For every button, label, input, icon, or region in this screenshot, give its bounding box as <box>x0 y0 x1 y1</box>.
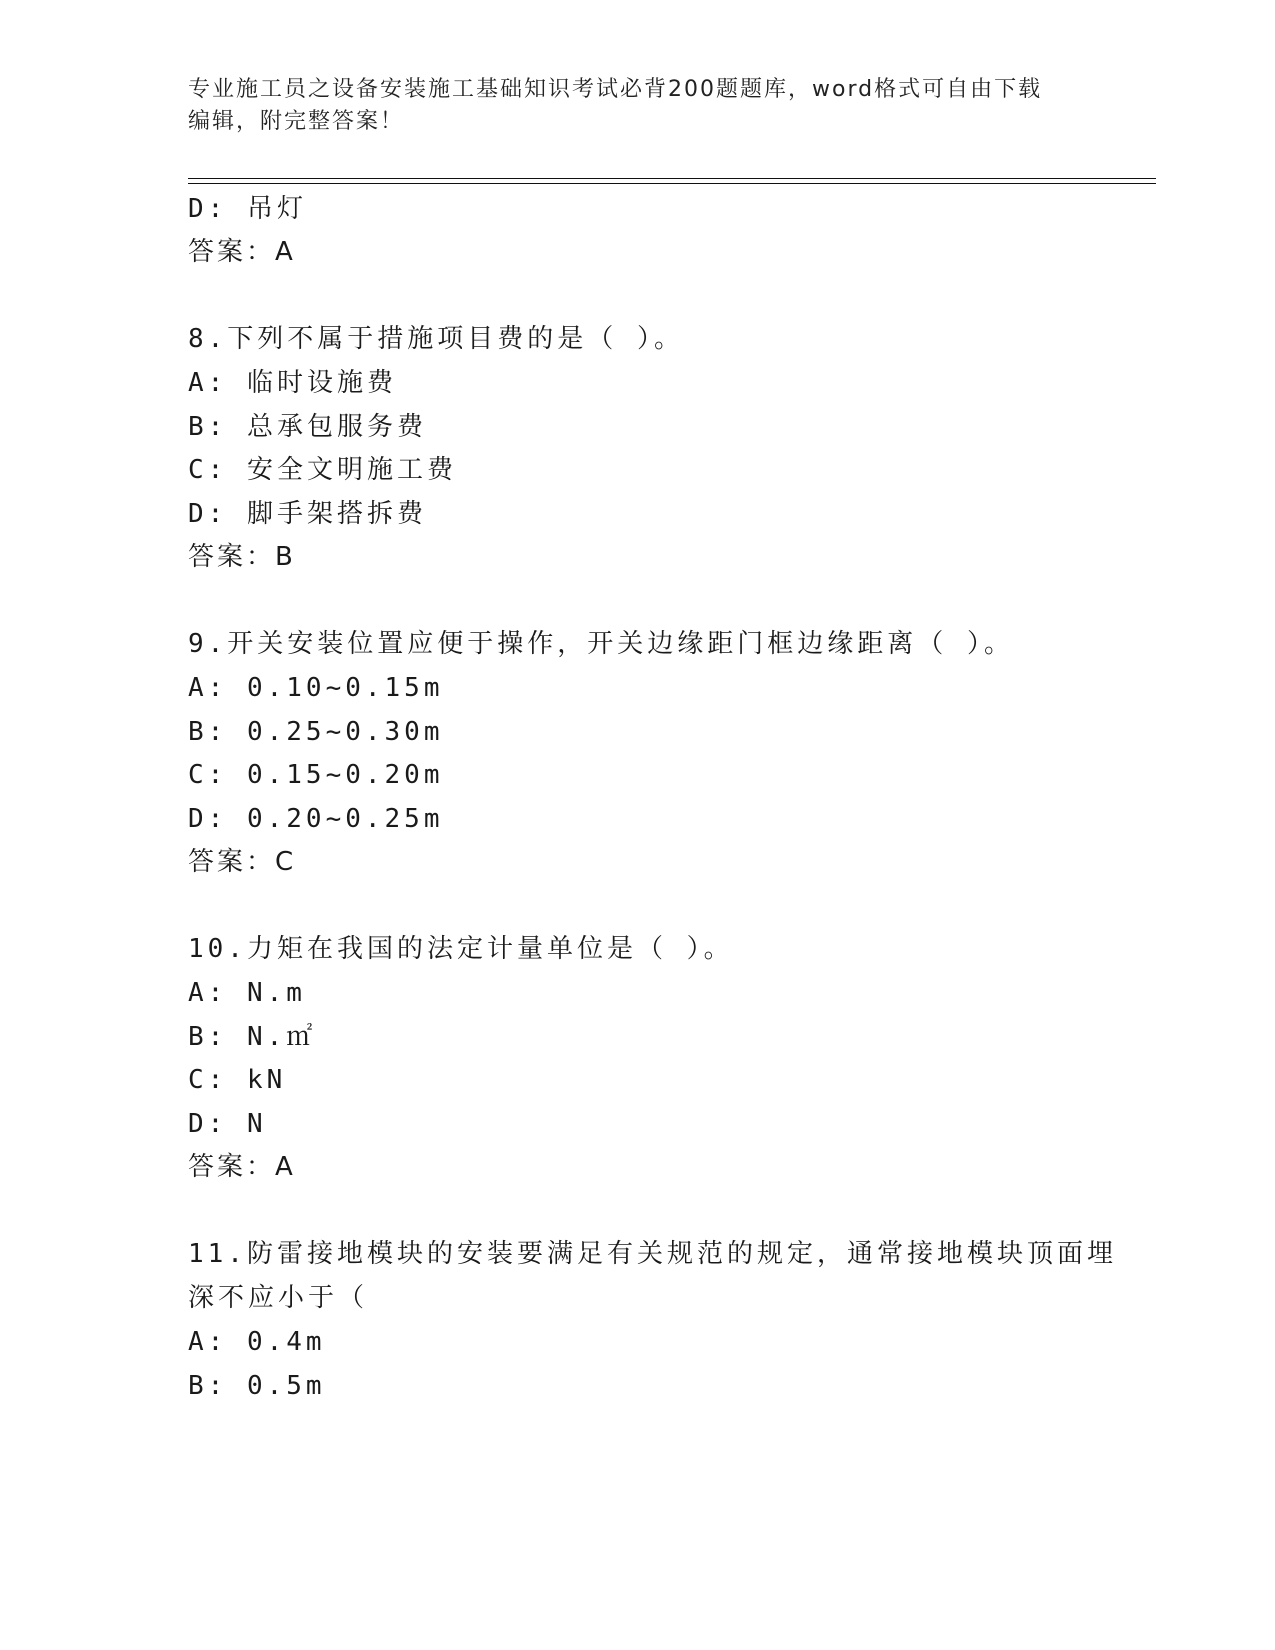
header-line-2: 编辑，附完整答案！ <box>188 109 405 134</box>
q8-option-d: D: 脚手架搭拆费 <box>188 499 427 529</box>
header-line-1: 专业施工员之设备安装施工基础知识考试必背200题题库，word格式可自由下载 <box>188 77 1043 102</box>
q9-option-a: A: 0.10~0.15m <box>188 673 444 703</box>
q9-question: 9.开关安装位置应便于操作，开关边缘距门框边缘距离（ ）。 <box>188 629 1014 659</box>
q10-question: 10.力矩在我国的法定计量单位是（ ）。 <box>188 934 734 964</box>
q11-question-line-2: 深不应小于（ <box>188 1283 369 1313</box>
q11-option-b: B: 0.5m <box>188 1371 326 1401</box>
q9-answer: 答案：C <box>188 847 297 877</box>
header-divider-bottom <box>188 183 1156 184</box>
q8-option-a: A: 临时设施费 <box>188 368 397 398</box>
q8-option-c: C: 安全文明施工费 <box>188 455 457 485</box>
q10-option-d: D: N <box>188 1109 267 1139</box>
q11-option-a: A: 0.4m <box>188 1327 326 1357</box>
q9-option-c: C: 0.15~0.20m <box>188 760 444 790</box>
q8-option-b: B: 总承包服务费 <box>188 412 427 442</box>
q10-option-a: A: N.m <box>188 978 306 1008</box>
q8-question: 8.下列不属于措施项目费的是（ ）。 <box>188 324 684 354</box>
q10-option-b: B: N.㎡ <box>188 1022 317 1052</box>
q9-option-d: D: 0.20~0.25m <box>188 804 444 834</box>
header-divider-top <box>188 178 1156 179</box>
q7-answer: 答案：A <box>188 237 296 267</box>
q8-answer: 答案：B <box>188 542 296 572</box>
q10-option-c: C: kN <box>188 1065 287 1095</box>
q9-option-b: B: 0.25~0.30m <box>188 717 444 747</box>
q7-option-d: D: 吊灯 <box>188 194 307 224</box>
q11-question-line-1: 11.防雷接地模块的安装要满足有关规范的规定，通常接地模块顶面埋 <box>188 1239 1117 1269</box>
q10-answer: 答案：A <box>188 1152 296 1182</box>
document-header <box>188 74 1088 138</box>
